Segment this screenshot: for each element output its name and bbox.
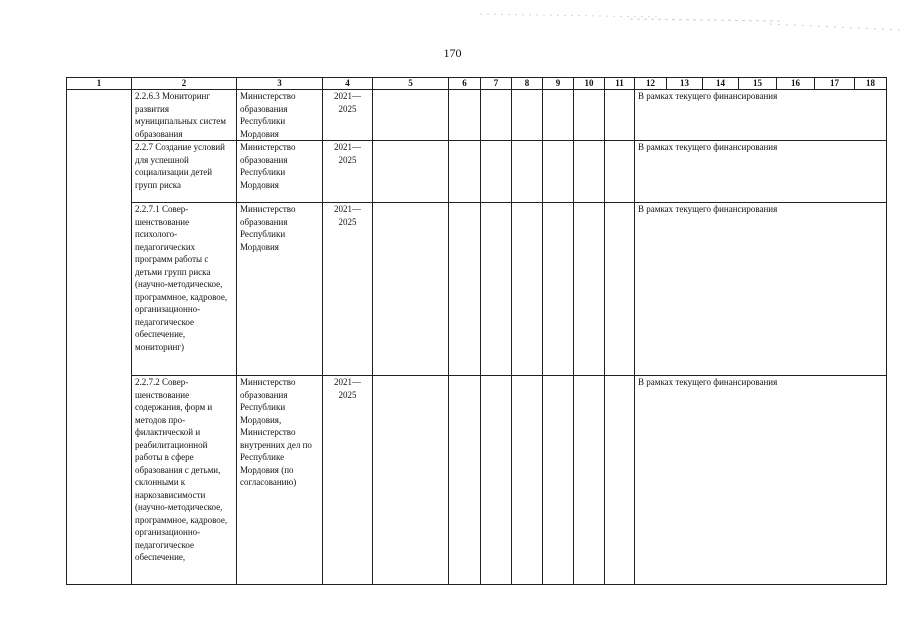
empty-cell [449, 203, 481, 376]
activity-period: 2021— 2025 [323, 376, 373, 585]
table-row [67, 203, 887, 376]
activity-name: 2.2.7.2 Совер-шенствование содержания, форм и методов про-филактической и реабилитационной работы в сфере образования с детьми, склонными к наркозависимости (научно-методическое, программное, кадровое, организационно-педагогическое обеспечение, [132, 376, 237, 585]
empty-cell [373, 376, 449, 585]
table-row [67, 90, 887, 141]
activity-period: 2021— 2025 [323, 141, 373, 203]
empty-cell [574, 376, 605, 585]
financing-note: В рамках текущего финансирования [635, 141, 887, 203]
column-header: 9 [543, 78, 574, 90]
activity-executor: Министерство образования Республики Мордовия [237, 203, 323, 376]
empty-cell [543, 203, 574, 376]
activity-period: 2021— 2025 [323, 90, 373, 141]
column-header: 15 [739, 78, 777, 90]
empty-cell [605, 376, 635, 585]
empty-cell [574, 90, 605, 141]
empty-cell [481, 141, 512, 203]
empty-cell [449, 376, 481, 585]
column-header: 2 [132, 78, 237, 90]
empty-cell [605, 90, 635, 141]
column-header: 11 [605, 78, 635, 90]
column-header: 13 [667, 78, 703, 90]
column-header: 1 [67, 78, 132, 90]
financing-note: В рамках текущего финансирования [635, 203, 887, 376]
empty-cell [543, 141, 574, 203]
empty-cell [574, 203, 605, 376]
empty-cell [481, 90, 512, 141]
empty-cell [449, 141, 481, 203]
column-1-cell [67, 90, 132, 585]
column-header: 3 [237, 78, 323, 90]
empty-cell [512, 203, 543, 376]
empty-cell [373, 141, 449, 203]
column-header: 18 [855, 78, 887, 90]
column-header: 4 [323, 78, 373, 90]
empty-cell [543, 376, 574, 585]
scan-noise-artifact [480, 10, 900, 40]
empty-cell [574, 141, 605, 203]
activity-table [66, 77, 887, 585]
column-header: 6 [449, 78, 481, 90]
table-row [67, 376, 887, 585]
column-header: 7 [481, 78, 512, 90]
activity-executor: Министерство образования Республики Мордовия, Министерство внутренних дел по Республике Мордовия (по согласованию) [237, 376, 323, 585]
column-header: 14 [703, 78, 739, 90]
header-row [67, 78, 887, 90]
empty-cell [512, 141, 543, 203]
table-row [67, 141, 887, 203]
financing-note: В рамках текущего финансирования [635, 90, 887, 141]
activity-period: 2021— 2025 [323, 203, 373, 376]
empty-cell [512, 90, 543, 141]
page-number: 170 [443, 46, 462, 60]
activity-name: 2.2.6.3 Мониторинг развития муниципальных систем образования [132, 90, 237, 141]
activity-executor: Министерство образования Республики Мордовия [237, 90, 323, 141]
activity-executor: Министерство образования Республики Мордовия [237, 141, 323, 203]
empty-cell [605, 141, 635, 203]
financing-note: В рамках текущего финансирования [635, 376, 887, 585]
activity-name: 2.2.7.1 Совер-шенствование психолого-педагогических программ работы с детьми групп риска (научно-методическое, программное, кадровое, организационно-педагогическое обеспечение, мониторинг) [132, 203, 237, 376]
empty-cell [481, 376, 512, 585]
empty-cell [512, 376, 543, 585]
empty-cell [481, 203, 512, 376]
empty-cell [449, 90, 481, 141]
column-header: 5 [373, 78, 449, 90]
activity-name: 2.2.7 Создание условий для успешной социализации детей групп риска [132, 141, 237, 203]
empty-cell [373, 90, 449, 141]
column-header: 8 [512, 78, 543, 90]
column-header: 17 [815, 78, 855, 90]
column-header: 12 [635, 78, 667, 90]
empty-cell [373, 203, 449, 376]
column-header: 16 [777, 78, 815, 90]
column-header: 10 [574, 78, 605, 90]
empty-cell [543, 90, 574, 141]
empty-cell [605, 203, 635, 376]
